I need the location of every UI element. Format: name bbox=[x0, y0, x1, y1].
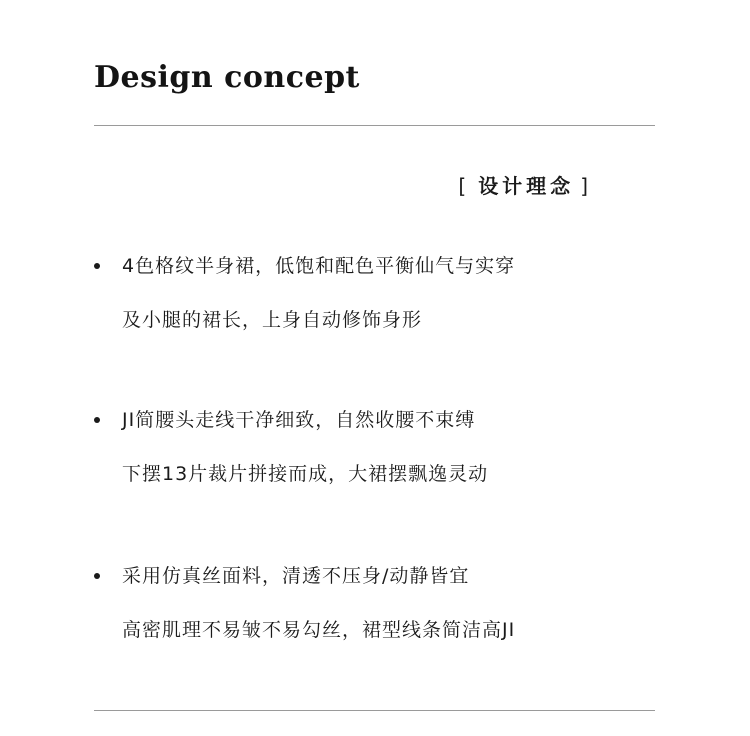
list-item-line: 高密肌理不易皱不易勾丝，裙型线条简洁高JI bbox=[122, 619, 516, 641]
page-title: Design concept bbox=[94, 60, 360, 95]
list-item-line: 下摆13片裁片拼接而成，大裙摆飘逸灵动 bbox=[122, 463, 489, 485]
open-bracket: [ bbox=[458, 174, 467, 198]
bullet-dot-icon bbox=[94, 417, 100, 423]
section-heading-label: 设计理念 bbox=[478, 174, 575, 198]
list-item-line: 及小腿的裙长，上身自动修饰身形 bbox=[122, 309, 423, 331]
section-heading bbox=[458, 172, 588, 200]
list-item-line: 4色格纹半身裙，低饱和配色平衡仙气与实穿 bbox=[122, 255, 516, 277]
bullet-dot-icon bbox=[94, 573, 100, 579]
bullet-dot-icon bbox=[94, 263, 100, 269]
bottom-divider bbox=[94, 710, 655, 711]
list-item-line: 采用仿真丝面料，清透不压身/动静皆宜 bbox=[122, 565, 470, 587]
top-divider bbox=[94, 125, 655, 126]
close-bracket: ] bbox=[580, 174, 588, 198]
list-item-line: JI简腰头走线干净细致，自然收腰不束缚 bbox=[122, 409, 476, 431]
